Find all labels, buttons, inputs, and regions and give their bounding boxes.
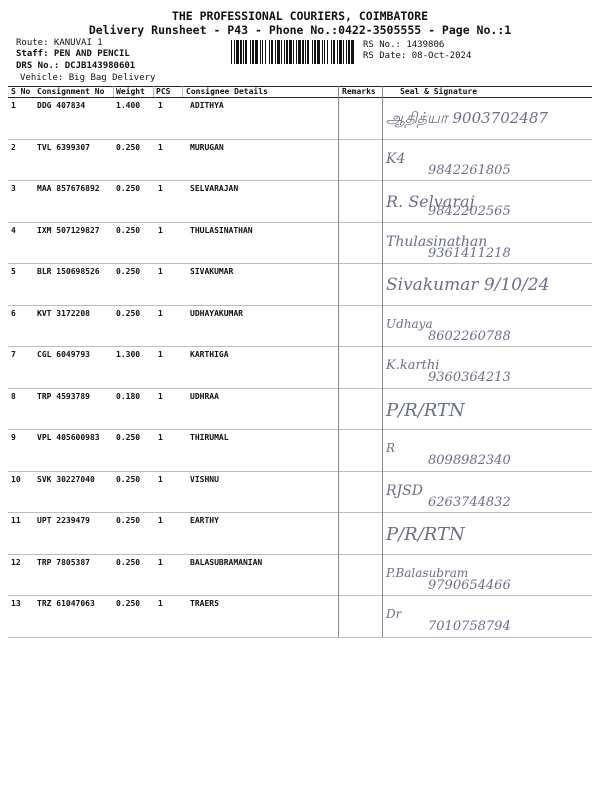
signature-phone: 6263744832 xyxy=(428,494,511,510)
grid-line xyxy=(8,637,592,638)
grid-line xyxy=(8,346,592,347)
row-weight: 0.250 xyxy=(116,474,141,484)
row-sno: 7 xyxy=(11,350,16,359)
row-consignee: BALASUBRAMANIAN xyxy=(190,557,263,567)
barcode-bar xyxy=(284,40,285,64)
row-sno: 12 xyxy=(11,557,21,567)
row-weight: 0.250 xyxy=(116,267,141,276)
barcode-bar xyxy=(265,40,266,64)
row-pcs: 1 xyxy=(158,557,163,567)
barcode-bar xyxy=(236,40,239,64)
barcode-bar xyxy=(296,40,297,64)
grid-line xyxy=(338,86,339,637)
grid-line xyxy=(8,305,592,306)
signature-handwritten: P/R/RTN xyxy=(386,524,465,545)
signature-handwritten: R xyxy=(386,441,396,455)
rs-date: RS Date: 08-Oct-2024 xyxy=(363,51,472,61)
row-sno: 11 xyxy=(11,516,21,525)
row-weight: 1.300 xyxy=(116,350,141,359)
barcode-icon xyxy=(231,40,355,64)
signature-handwritten: K4 xyxy=(386,150,406,167)
header-consignment: Consignment No xyxy=(37,87,105,96)
row-consignment: UPT 2239479 xyxy=(37,516,90,525)
row-weight: 0.250 xyxy=(116,142,141,152)
signature-handwritten: R. Selvaraj xyxy=(386,192,475,211)
row-consignment: MAA 857676892 xyxy=(37,184,100,193)
signature-handwritten: K.karthi xyxy=(386,358,440,373)
barcode-bar xyxy=(250,40,251,64)
row-weight: 0.250 xyxy=(116,599,141,608)
row-sno: 9 xyxy=(11,433,16,442)
vehicle-label: Vehicle: Big Bag Delivery xyxy=(20,73,156,83)
row-consignee: UDHRAA xyxy=(190,391,219,401)
row-pcs: 1 xyxy=(158,474,163,484)
signature-handwritten: RJSD xyxy=(386,482,423,499)
row-consignment: CGL 6049793 xyxy=(37,350,90,359)
row-pcs: 1 xyxy=(158,142,163,152)
row-weight: 0.180 xyxy=(116,391,141,401)
row-consignment: BLR 150698526 xyxy=(37,267,100,276)
row-pcs: 1 xyxy=(158,267,163,276)
barcode-bar xyxy=(269,40,270,64)
row-sno: 5 xyxy=(11,267,16,276)
signature-handwritten: P/R/RTN xyxy=(386,399,465,421)
header-sno: S No xyxy=(11,87,31,96)
row-consignee: UDHAYAKUMAR xyxy=(190,308,243,318)
grid-line xyxy=(8,180,592,181)
row-consignment: SVK 30227040 xyxy=(37,474,95,484)
grid-line xyxy=(8,263,592,264)
row-sno: 6 xyxy=(11,308,16,318)
staff-label: Staff: PEN AND PENCIL xyxy=(16,49,130,59)
barcode-bar xyxy=(302,40,304,64)
barcode-bar xyxy=(252,40,254,64)
grid-line xyxy=(113,86,114,97)
row-consignment: TRP 4593789 xyxy=(37,391,90,401)
grid-line xyxy=(8,429,592,430)
header-remarks: Remarks xyxy=(342,87,376,96)
row-pcs: 1 xyxy=(158,391,163,401)
row-sno: 3 xyxy=(11,184,16,193)
barcode-bar xyxy=(231,40,232,64)
header-seal-signature: Seal & Signature xyxy=(400,87,478,96)
barcode-bar xyxy=(240,40,242,64)
signature-phone: 9361411218 xyxy=(428,245,511,261)
signature-phone: 9842202565 xyxy=(428,204,511,219)
barcode-bar xyxy=(339,40,342,64)
row-pcs: 1 xyxy=(158,516,163,525)
barcode-bar xyxy=(348,40,350,64)
grid-line xyxy=(8,388,592,389)
barcode-bar xyxy=(307,40,309,64)
row-consignee: THULASINATHAN xyxy=(190,225,253,235)
header-pcs: PCS xyxy=(156,87,171,96)
signature-handwritten: Udhaya xyxy=(386,316,433,331)
row-sno: 13 xyxy=(11,599,21,608)
row-consignment: VPL 405600983 xyxy=(37,433,100,442)
grid-line xyxy=(153,86,154,97)
grid-line xyxy=(8,595,592,596)
route-label: Route: KANUVAI 1 xyxy=(16,38,103,48)
row-weight: 0.250 xyxy=(116,516,141,525)
barcode-bar xyxy=(234,40,235,64)
signature-phone: 7010758794 xyxy=(428,619,511,634)
barcode-bar xyxy=(331,40,332,64)
barcode-bar xyxy=(337,40,338,64)
drs-label: DRS No.: DCJB143980601 xyxy=(16,61,136,71)
signature-phone: 9360364213 xyxy=(428,370,511,385)
row-weight: 0.250 xyxy=(116,433,141,442)
row-sno: 1 xyxy=(11,101,16,110)
row-consignee: TRAERS xyxy=(190,599,219,608)
barcode-bar xyxy=(260,40,261,64)
header-weight: Weight xyxy=(116,87,145,96)
row-pcs: 1 xyxy=(158,599,163,608)
row-pcs: 1 xyxy=(158,350,163,359)
barcode-bar xyxy=(327,40,328,64)
signature-handwritten: Thulasinathan xyxy=(386,233,488,250)
signature-handwritten: Sivakumar 9/10/24 xyxy=(386,275,550,295)
barcode-bar xyxy=(262,40,263,64)
barcode-bar xyxy=(351,40,354,64)
barcode-bar xyxy=(293,40,294,64)
signature-phone: 9842261805 xyxy=(428,162,511,178)
row-pcs: 1 xyxy=(158,101,163,110)
runsheet-table xyxy=(8,86,592,633)
grid-line xyxy=(382,86,383,637)
row-sno: 4 xyxy=(11,225,16,235)
grid-line xyxy=(8,222,592,223)
signature-phone: 8602260788 xyxy=(428,328,511,344)
barcode-bar xyxy=(243,40,244,64)
row-sno: 8 xyxy=(11,391,16,401)
row-sno: 10 xyxy=(11,474,21,484)
barcode-bar xyxy=(343,40,344,64)
row-consignment: KVT 3172208 xyxy=(37,308,90,318)
barcode-bar xyxy=(286,40,288,64)
row-consignment: TRZ 61047063 xyxy=(37,599,95,608)
grid-line xyxy=(182,86,183,97)
barcode-bar xyxy=(255,40,258,64)
barcode-bar xyxy=(275,40,276,64)
signature-handwritten: ஆதித்யா 9003702487 xyxy=(386,109,548,127)
signature-handwritten: Dr xyxy=(386,607,402,621)
barcode-bar xyxy=(277,40,280,64)
row-consignee: KARTHIGA xyxy=(190,350,229,359)
barcode-bar xyxy=(322,40,323,64)
barcode-bar xyxy=(333,40,335,64)
runsheet-subtitle: Delivery Runsheet - P43 - Phone No.:0422-3505555 - Page No.:1 xyxy=(88,23,512,37)
grid-line xyxy=(8,97,592,98)
barcode-bar xyxy=(346,40,347,64)
grid-line xyxy=(8,139,592,140)
barcode-bar xyxy=(271,40,273,64)
rs-number: RS No.: 1439806 xyxy=(363,40,445,50)
row-pcs: 1 xyxy=(158,225,163,235)
row-consignee: MURUGAN xyxy=(190,142,224,152)
header-consignee: Consignee Details xyxy=(186,87,268,96)
barcode-bar xyxy=(305,40,306,64)
row-consignment: TVL 6399307 xyxy=(37,142,90,152)
grid-line xyxy=(8,512,592,513)
barcode-bar xyxy=(324,40,325,64)
row-weight: 0.250 xyxy=(116,225,141,235)
row-sno: 2 xyxy=(11,142,16,152)
row-consignee: ADITHYA xyxy=(190,101,224,110)
signature-phone: 8098982340 xyxy=(428,453,511,468)
row-consignee: SELVARAJAN xyxy=(190,184,239,193)
grid-line xyxy=(8,554,592,555)
row-weight: 0.250 xyxy=(116,308,141,318)
row-pcs: 1 xyxy=(158,184,163,193)
row-consignment: TRP 7805387 xyxy=(37,557,90,567)
barcode-bar xyxy=(245,40,247,64)
row-consignee: SIVAKUMAR xyxy=(190,267,234,276)
row-pcs: 1 xyxy=(158,308,163,318)
row-weight: 0.250 xyxy=(116,557,141,567)
signature-handwritten: P.Balasubram xyxy=(386,565,469,580)
row-weight: 0.250 xyxy=(116,184,141,193)
row-consignee: VISHNU xyxy=(190,474,219,484)
row-consignee: EARTHY xyxy=(190,516,219,525)
row-consignment: IXM 507129827 xyxy=(37,225,100,235)
signature-phone: 9790654466 xyxy=(428,577,511,593)
row-consignment: DDG 407834 xyxy=(37,101,86,110)
barcode-bar xyxy=(317,40,320,64)
barcode-bar xyxy=(314,40,316,64)
barcode-bar xyxy=(298,40,301,64)
company-title: THE PROFESSIONAL COURIERS, COIMBATORE xyxy=(171,9,429,23)
row-pcs: 1 xyxy=(158,433,163,442)
barcode-bar xyxy=(281,40,282,64)
barcode-bar xyxy=(312,40,313,64)
row-weight: 1.400 xyxy=(116,101,141,110)
row-consignee: THIRUMAL xyxy=(190,433,229,442)
barcode-bar xyxy=(289,40,292,64)
grid-line xyxy=(8,471,592,472)
